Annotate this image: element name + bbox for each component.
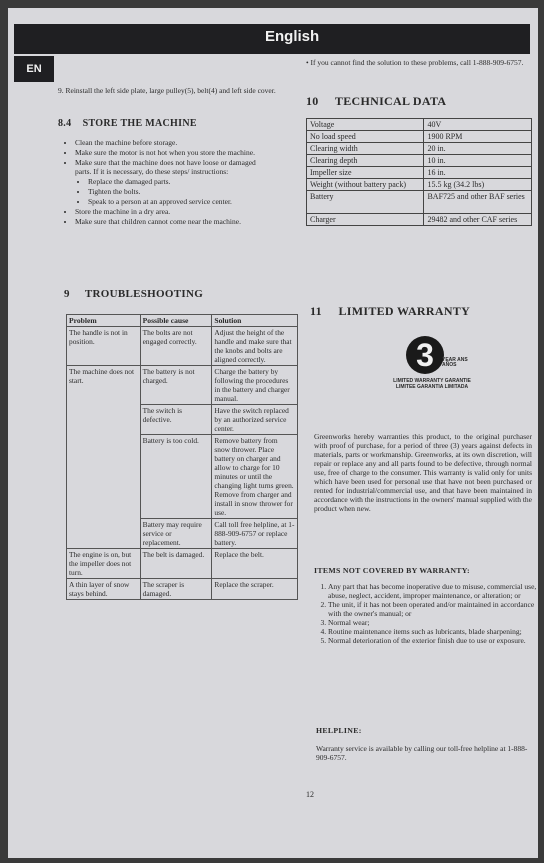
- top-note-text: If you cannot find the solution to these problems, call 1-888-909-6757.: [310, 58, 524, 67]
- cause-cell: The bolts are not engaged correctly.: [140, 327, 212, 366]
- spec-value: 16 in.: [424, 167, 532, 179]
- page-number: 12: [306, 790, 314, 799]
- helpline-title: HELPLINE:: [316, 726, 362, 735]
- cause-cell: The switch is defective.: [140, 405, 212, 435]
- spec-label: Impeller size: [307, 167, 424, 179]
- list-item: • Clean the machine before storage.: [75, 138, 274, 147]
- table-row: [307, 179, 532, 191]
- list-item: • Make sure that the machine does not have loose or damaged parts. If it is necessary, do these steps/ instructions:: [75, 158, 274, 176]
- troubleshooting-number: 9: [64, 288, 70, 300]
- solution-cell: Have the switch replaced by an authorized service center.: [212, 405, 298, 435]
- solution-cell: Replace the belt.: [212, 549, 298, 579]
- spec-label: Clearing width: [307, 143, 424, 155]
- store-instructions: [64, 138, 274, 227]
- warranty-heading: [310, 304, 470, 319]
- table-row: [307, 131, 532, 143]
- spec-value: 1900 RPM: [424, 131, 532, 143]
- technical-data-table: [306, 118, 532, 226]
- spec-value: 20 in.: [424, 143, 532, 155]
- warranty-logo-years: YEAR ANS AÑOS: [442, 357, 468, 368]
- solution-cell: Adjust the height of the handle and make sure that the knobs and bolts are aligned correctly.: [212, 327, 298, 366]
- spec-label: Clearing depth: [307, 155, 424, 167]
- troubleshooting-table: [66, 314, 298, 600]
- spec-label: Charger: [307, 214, 424, 226]
- list-item: • Tighten the bolts.: [88, 187, 274, 196]
- warranty-body: Greenworks hereby warranties this product, to the original purchaser with proof of purchase, for a period of three (3) years against defects in materials, parts or workmanship. Greenworks, at its own discretion, will repair or replace any and all parts found to be defective, through normal use, free of charge to the consumer. This warranty is valid only for units which have been used for personal use that have not been purchased or rented for industrial/commercial use, and that have been maintained in accordance with the instructions in the owners' manual supplied with the product when new.: [314, 432, 532, 513]
- warranty-logo: [392, 336, 472, 426]
- not-covered-list: [316, 582, 542, 645]
- store-number: 8.4: [58, 118, 72, 129]
- spec-value: 40V: [424, 119, 532, 131]
- cause-cell: The battery is not charged.: [140, 366, 212, 405]
- list-item: • Speak to a person at an approved service center.: [88, 197, 274, 206]
- reinstall-step: 9. Reinstall the left side plate, large pulley(5), belt(4) and left side cover.: [58, 86, 276, 95]
- spec-value: 29482 and other CAF series: [424, 214, 532, 226]
- table-row: [67, 549, 298, 579]
- store-bullets: [64, 138, 274, 176]
- header-solution: Solution: [212, 315, 298, 327]
- store-bullets-after: [64, 207, 274, 226]
- section-badge: EN: [14, 56, 54, 82]
- table-row: [307, 119, 532, 131]
- list-item: • Make sure the motor is not hot when you store the machine.: [75, 148, 274, 157]
- table-header-row: [67, 315, 298, 327]
- top-note: • If you cannot find the solution to these problems, call 1-888-909-6757.: [306, 58, 524, 67]
- list-item: 4. Routine maintenance items such as lubricants, blade sharpening;: [328, 627, 542, 636]
- spec-label: Voltage: [307, 119, 424, 131]
- helpline-text: Warranty service is available by calling our toll-free helpline at 1-888-909-6757.: [316, 744, 528, 762]
- list-item: 3. Normal wear;: [328, 618, 542, 627]
- problem-cell: The machine does not start.: [67, 366, 141, 549]
- warranty-logo-number: 3: [406, 336, 444, 374]
- header-cause: Possible cause: [140, 315, 212, 327]
- technical-title: TECHNICAL DATA: [334, 94, 447, 108]
- technical-number: 10: [306, 94, 319, 108]
- table-row: [307, 214, 532, 226]
- list-item: 2. The unit, if it has not been operated and/or maintained in accordance with the owner's manual; or: [328, 600, 542, 618]
- store-title: STORE THE MACHINE: [82, 118, 197, 129]
- problem-cell: The handle is not in position.: [67, 327, 141, 366]
- spec-value: 10 in.: [424, 155, 532, 167]
- troubleshooting-heading: [64, 288, 203, 300]
- problem-cell: The engine is on, but the impeller does not turn.: [67, 549, 141, 579]
- not-covered-title: ITEMS NOT COVERED BY WARRANTY:: [314, 566, 470, 575]
- spec-value: BAF725 and other BAF series: [424, 191, 532, 214]
- list-item: 1. Any part that has become inoperative due to misuse, commercial use, abuse, neglect, accident, improper maintenance, or alteration; or: [328, 582, 542, 600]
- table-row: [307, 191, 532, 214]
- cause-cell: Battery is too cold.: [140, 435, 212, 519]
- cause-cell: Battery may require service or replacement.: [140, 519, 212, 549]
- table-row: [307, 167, 532, 179]
- store-sub-bullets: [64, 177, 274, 206]
- list-item: • Make sure that children cannot come near the machine.: [75, 217, 274, 226]
- language-title: English: [265, 28, 320, 45]
- list-item: • Replace the damaged parts.: [88, 177, 274, 186]
- technical-heading: [306, 94, 446, 109]
- table-row: [307, 143, 532, 155]
- solution-cell: Charge the battery by following the procedures in the battery and charger manual.: [212, 366, 298, 405]
- solution-cell: Remove battery from snow thrower. Place battery on charger and allow to charge for 10 minutes or until the changing light turns green. Remove from charger and install in snow thrower for use.: [212, 435, 298, 519]
- table-row: [67, 327, 298, 366]
- table-row: [67, 366, 298, 405]
- solution-cell: Call toll free helpline, at 1-888-909-6757 or replace battery.: [212, 519, 298, 549]
- header-problem: Problem: [67, 315, 141, 327]
- store-heading: [58, 118, 197, 129]
- spec-label: No load speed: [307, 131, 424, 143]
- spec-label: Weight (without battery pack): [307, 179, 424, 191]
- cause-cell: The scraper is damaged.: [140, 579, 212, 600]
- warranty-number: 11: [310, 304, 322, 318]
- list-item: 5. Normal deterioration of the exterior finish due to use or exposure.: [328, 636, 542, 645]
- solution-cell: Replace the scraper.: [212, 579, 298, 600]
- table-row: [67, 579, 298, 600]
- cause-cell: The belt is damaged.: [140, 549, 212, 579]
- problem-cell: A thin layer of snow stays behind.: [67, 579, 141, 600]
- spec-value: 15.5 kg (34.2 lbs): [424, 179, 532, 191]
- list-item: • Store the machine in a dry area.: [75, 207, 274, 216]
- troubleshooting-title: TROUBLESHOOTING: [84, 288, 204, 300]
- spec-label: Battery: [307, 191, 424, 214]
- warranty-logo-caption: LIMITED WARRANTY GARANTIE LIMITEE GARANTIA LIMITADA: [393, 378, 471, 390]
- table-row: [307, 155, 532, 167]
- warranty-title: LIMITED WARRANTY: [338, 304, 471, 318]
